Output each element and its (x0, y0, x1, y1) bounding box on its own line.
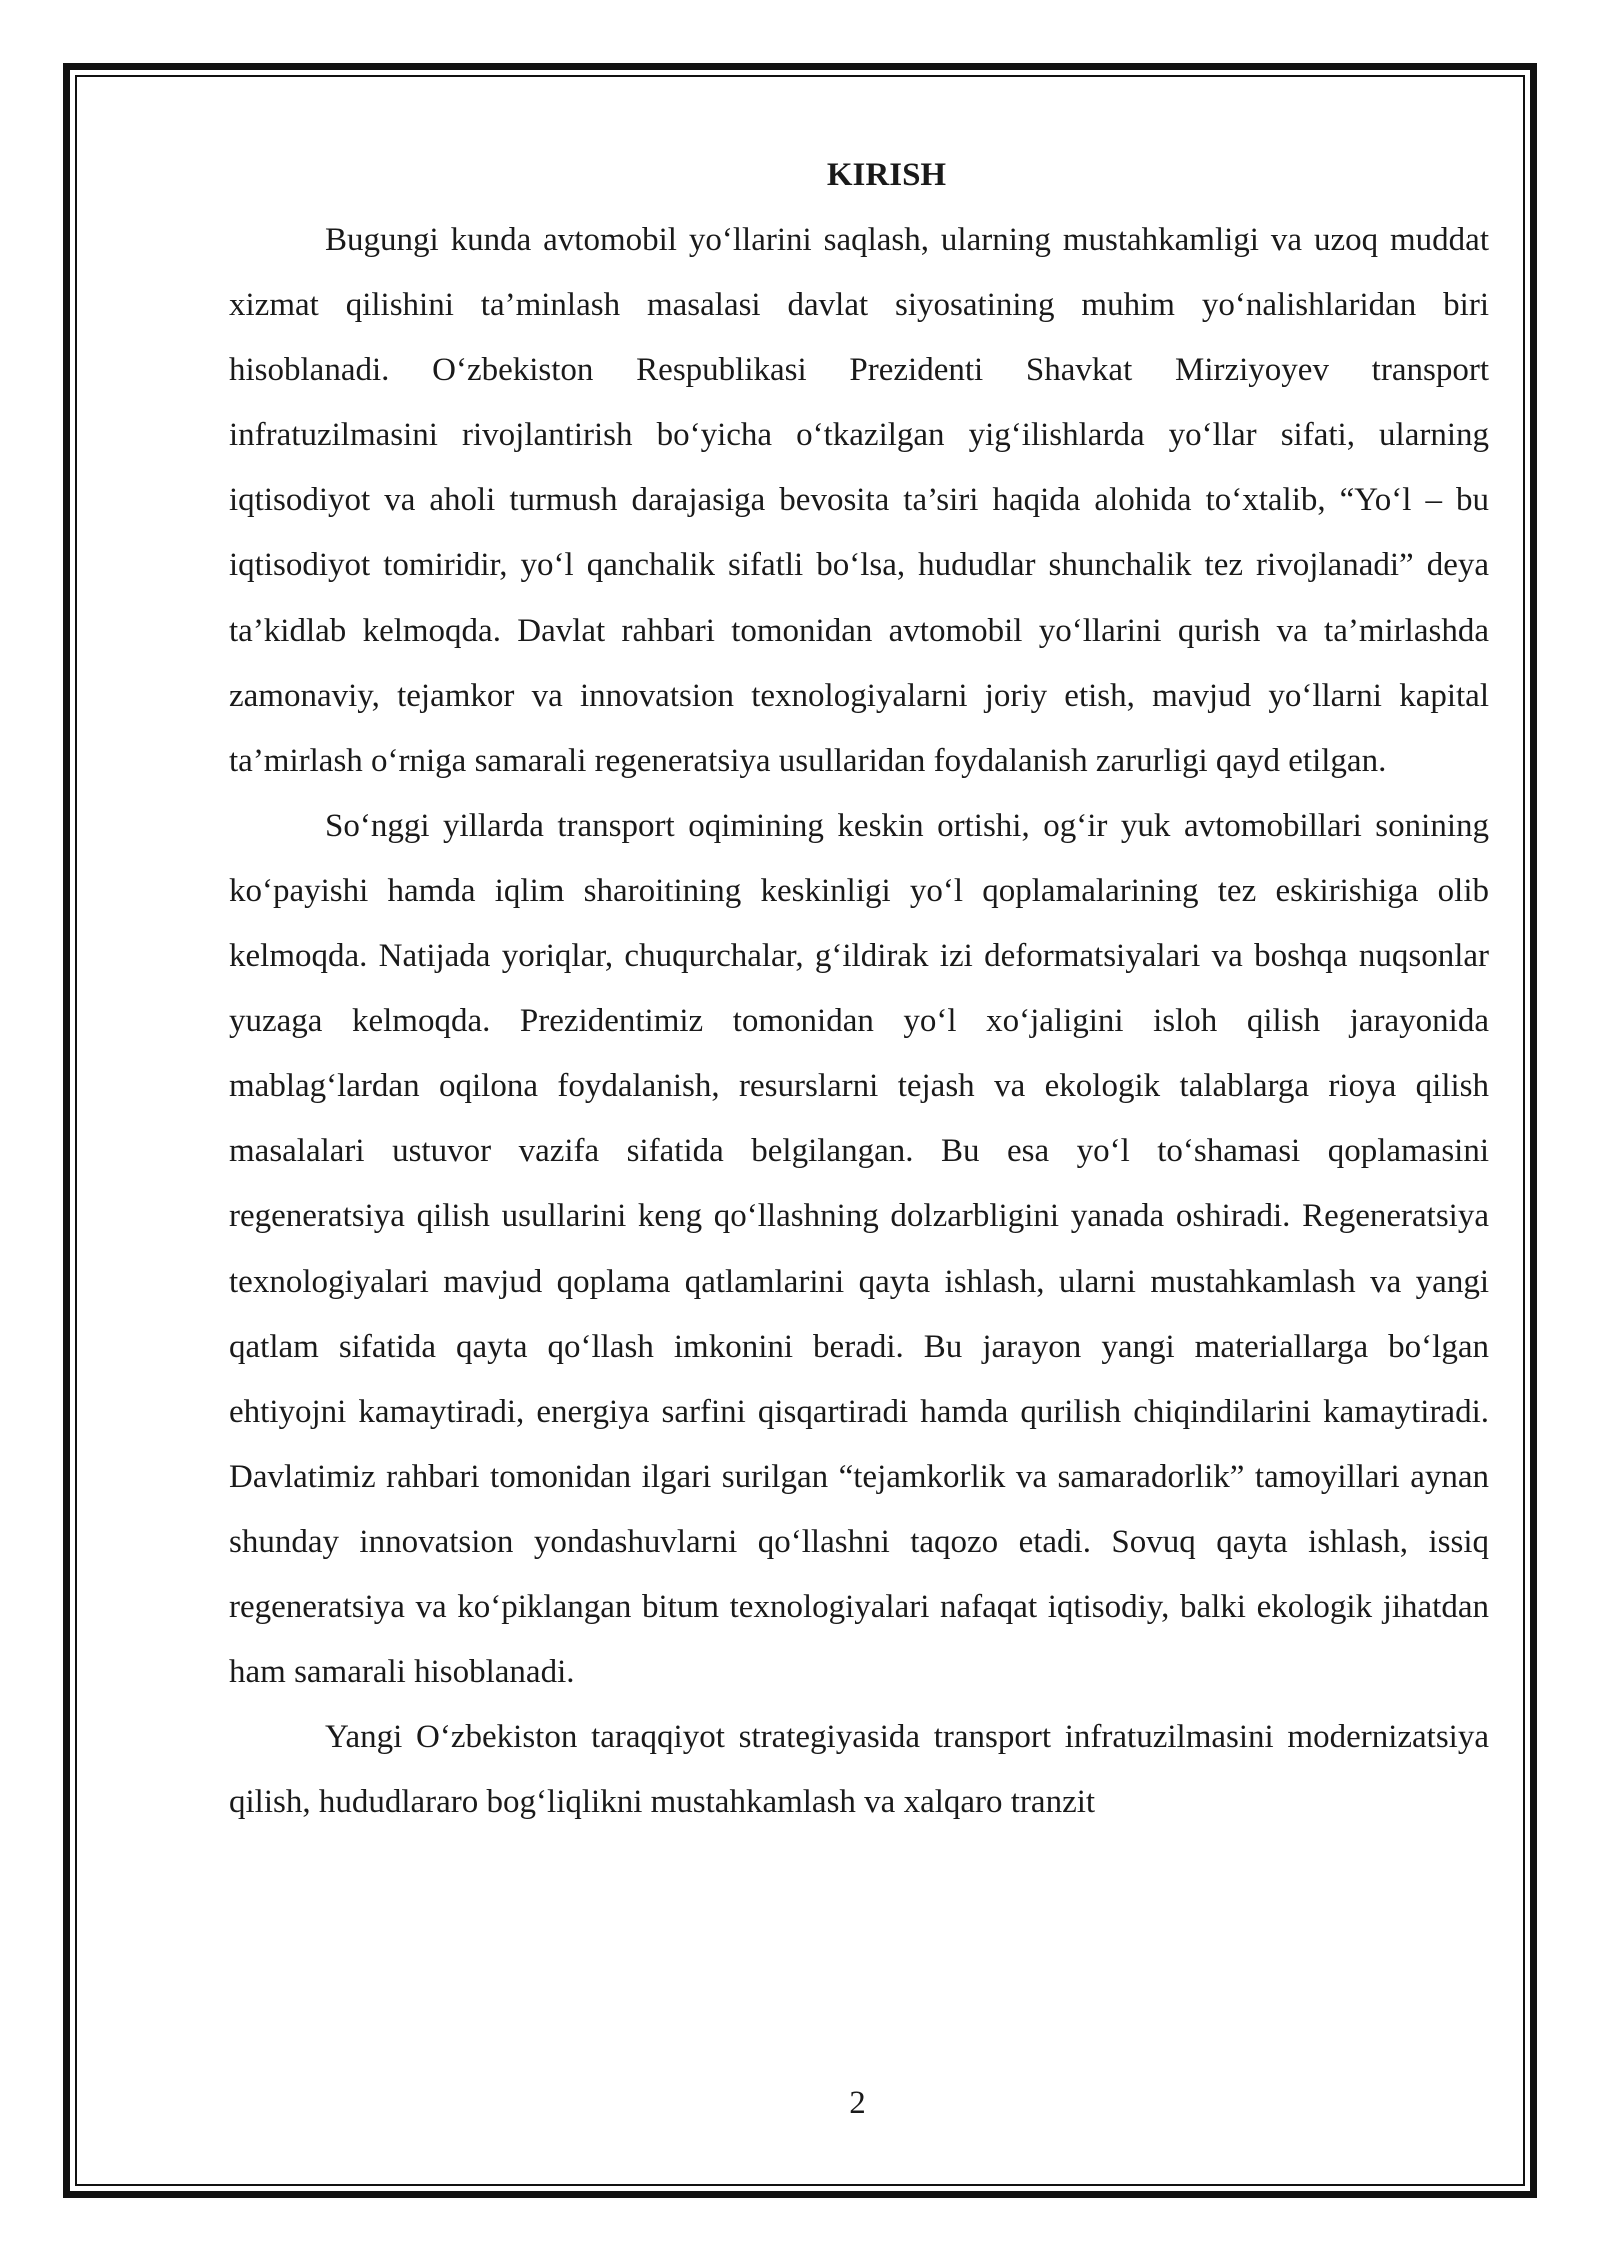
section-heading: KIRISH (826, 157, 947, 193)
paragraph-2: So‘nggi yillarda transport oqimining keskin ortishi, og‘ir yuk avtomobillari sonining ko‘payishi hamda iqlim sharoitining keskinligi yo‘l qoplamalarining tez eskirishiga olib kelmoqda. Natijada yoriqlar, chuqurchalar, g‘ildirak izi deformatsiyalari va boshqa nuqsonlar yuzaga kelmoqda. Prezidentimiz tomonidan yo‘l xo‘jaligini isloh qilish jarayonida mablag‘lardan oqilona foydalanish, resurslarni tejash va ekologik talablarga rioya qilish masalalari ustuvor vazifa sifatida belgilangan. Bu esa yo‘l to‘shamasi qoplamasini regeneratsiya qilish usullarini keng qo‘llashning dolzarbligini yanada oshiradi. Regeneratsiya texnologiyalari mavjud qoplama qatlamlarini qayta ishlash, ularni mustahkamlash va yangi qatlam sifatida qayta qo‘llash imkonini beradi. Bu jarayon yangi materiallarga bo‘lgan ehtiyojni kamaytiradi, energiya sarfini qisqartiradi hamda qurilish chiqindilarini kamaytiradi. Davlatimiz rahbari tomonidan ilgari surilgan “tejamkorlik va samaradorlik” tamoyillari aynan shunday innovatsion yondashuvlarni qo‘llashni taqozo etadi. Sovuq qayta ishlash, issiq regeneratsiya va ko‘piklangan bitum texnologiyalari nafaqat iqtisodiy, balki ekologik jihatdan ham samarali hisoblanadi. (229, 807, 1489, 1691)
page-number: 2 (849, 2085, 866, 2121)
page-content (229, 143, 1489, 1835)
paragraph-1: Bugungi kunda avtomobil yo‘llarini saqlash, ularning mustahkamligi va uzoq muddat xizmat qilishini ta’minlash masalasi davlat siyosatining muhim yo‘nalishlaridan biri hisoblanadi. O‘zbekiston Respublikasi Prezidenti Shavkat Mirziyoyev transport infratuzilmasini rivojlantirish bo‘yicha o‘tkazilgan yig‘ilishlarda yo‘llar sifati, ularning iqtisodiyot va aholi turmush darajasiga bevosita ta’siri haqida alohida to‘xtalib, “Yo‘l – bu iqtisodiyot tomiridir, yo‘l qanchalik sifatli bo‘lsa, hududlar shunchalik tez rivojlanadi” deya ta’kidlab kelmoqda. Davlat rahbari tomonidan avtomobil yo‘llarini qurish va ta’mirlashda zamonaviy, tejamkor va innovatsion texnologiyalarni joriy etish, mavjud yo‘llarni kapital ta’mirlash o‘rniga samarali regeneratsiya usullaridan foydalanish zarurligi qayd etilgan. (229, 222, 1489, 779)
paragraph-3: Yangi O‘zbekiston taraqqiyot strategiyasida transport infratuzilmasini modernizatsiya qilish, hududlararo bog‘liqlikni mustahkamlash va xalqaro tranzit (229, 1719, 1489, 1821)
